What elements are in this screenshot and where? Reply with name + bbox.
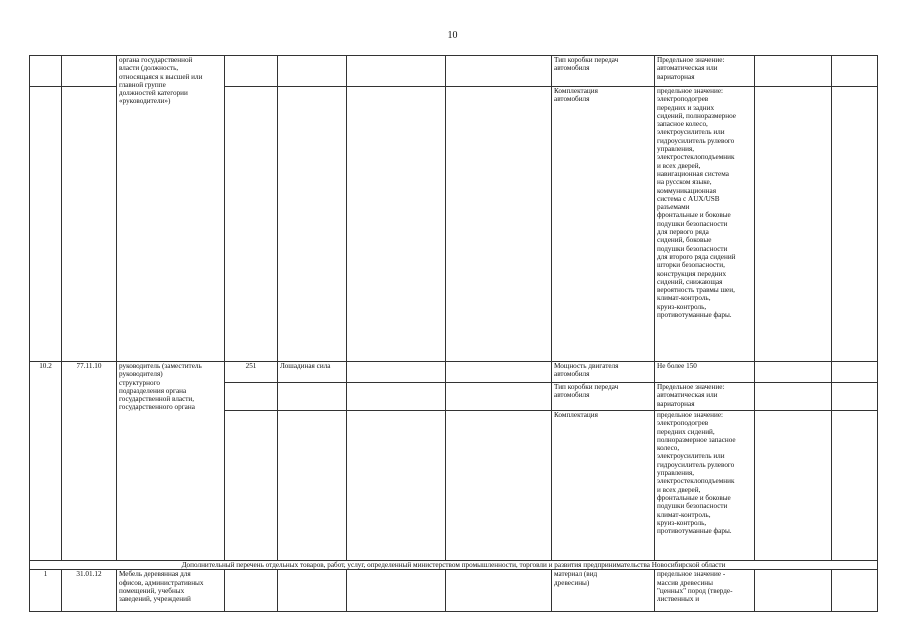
position-name-cell: Мебель деревянная для офисов, административных помещений, учебных заведений, учреждений xyxy=(117,570,225,612)
cell xyxy=(347,87,446,362)
cell xyxy=(278,87,347,362)
okpd-code-cell: 31.01.12 xyxy=(62,570,117,612)
cell xyxy=(446,383,552,411)
cell xyxy=(755,411,832,561)
characteristic-value-cell: предельное значение: электроподогрев передних и задних сидений, полноразмерное запасное колесо, электроусилитель или гидроусилитель рулевого управления, электростеклоподъемник и всех дверей, навигационная система на русском языке, коммуникационная система с AUX/USB разъемами фронтальные и боковые подушки безопасности для первого ряда сидений, боковые подушки безопасности для второго ряда сидений шторки безопасности, конструкция передних сидений, снижающая вероятность травмы шеи, климат-контроль, круиз-контроль, противотуманные фары. xyxy=(655,87,755,362)
cell xyxy=(347,570,446,612)
characteristic-value-cell: предельное значение - массив древесины "ценных" пород (тверде- лиственных и xyxy=(655,570,755,612)
cell xyxy=(446,411,552,561)
table-row xyxy=(30,570,878,612)
cell xyxy=(446,87,552,362)
cell xyxy=(755,570,832,612)
cell xyxy=(347,362,446,383)
cell xyxy=(347,56,446,87)
position-name-cell: руководитель (заместитель руководителя) структурного подразделения органа государственной власти, государственного органа xyxy=(117,362,225,561)
row-number-cell: 1 xyxy=(30,570,62,612)
unit-code-cell: 251 xyxy=(225,362,278,383)
characteristic-value-cell: предельное значение: электроподогрев передних сидений, полноразмерное запасное колесо, электроусилитель или гидроусилитель рулевого управления, электростеклоподъемник и всех дверей, фронтальные и боковые подушки безопасности климат-контроль, круиз-контроль, противотуманные фары. xyxy=(655,411,755,561)
cell xyxy=(832,383,878,411)
cell xyxy=(225,56,278,87)
cell xyxy=(832,56,878,87)
page-number: 10 xyxy=(447,30,458,41)
cell xyxy=(62,56,117,87)
cell xyxy=(225,411,278,561)
characteristic-name-cell: Тип коробки передач автомобиля xyxy=(552,383,655,411)
cell xyxy=(225,570,278,612)
characteristic-name-cell: Тип коробки передач автомобиля xyxy=(552,56,655,87)
cell xyxy=(278,411,347,561)
cell xyxy=(832,362,878,383)
cell xyxy=(278,570,347,612)
characteristic-value-cell: Не более 150 xyxy=(655,362,755,383)
cell xyxy=(832,570,878,612)
position-name-cell: органа государственной власти (должность, относящаяся к высшей или главной группе должностей категории «руководители») xyxy=(117,56,225,362)
row-number-cell: 10.2 xyxy=(30,362,62,561)
cell xyxy=(832,87,878,362)
cell xyxy=(30,87,62,362)
characteristic-name-cell: Комплектация автомобиля xyxy=(552,87,655,362)
cell xyxy=(225,383,278,411)
cell xyxy=(347,383,446,411)
okpd-code-cell: 77.11.10 xyxy=(62,362,117,561)
cell xyxy=(347,411,446,561)
section-header: Дополнительный перечень отдельных товаров, работ, услуг, определенный министерством промышленности, торговли и развития предпринимательства Новосибирской области xyxy=(30,561,878,570)
characteristic-value-cell: Предельное значение: автоматическая или вариаторная xyxy=(655,383,755,411)
cell xyxy=(278,383,347,411)
table-row xyxy=(30,561,878,570)
cell xyxy=(62,87,117,362)
goods-table xyxy=(29,55,878,612)
characteristic-name-cell: материал (вид древесины) xyxy=(552,570,655,612)
cell xyxy=(446,56,552,87)
characteristic-value-cell: Предельное значение: автоматическая или вариаторная xyxy=(655,56,755,87)
table-row xyxy=(30,362,878,383)
unit-name-cell: Лошадиная сила xyxy=(278,362,347,383)
cell xyxy=(446,570,552,612)
cell xyxy=(225,87,278,362)
cell xyxy=(30,56,62,87)
characteristic-name-cell: Комплектация xyxy=(552,411,655,561)
cell xyxy=(446,362,552,383)
cell xyxy=(755,56,832,87)
cell xyxy=(832,411,878,561)
cell xyxy=(755,87,832,362)
cell xyxy=(755,383,832,411)
cell xyxy=(278,56,347,87)
characteristic-name-cell: Мощность двигателя автомобиля xyxy=(552,362,655,383)
table-row xyxy=(30,56,878,87)
cell xyxy=(755,362,832,383)
